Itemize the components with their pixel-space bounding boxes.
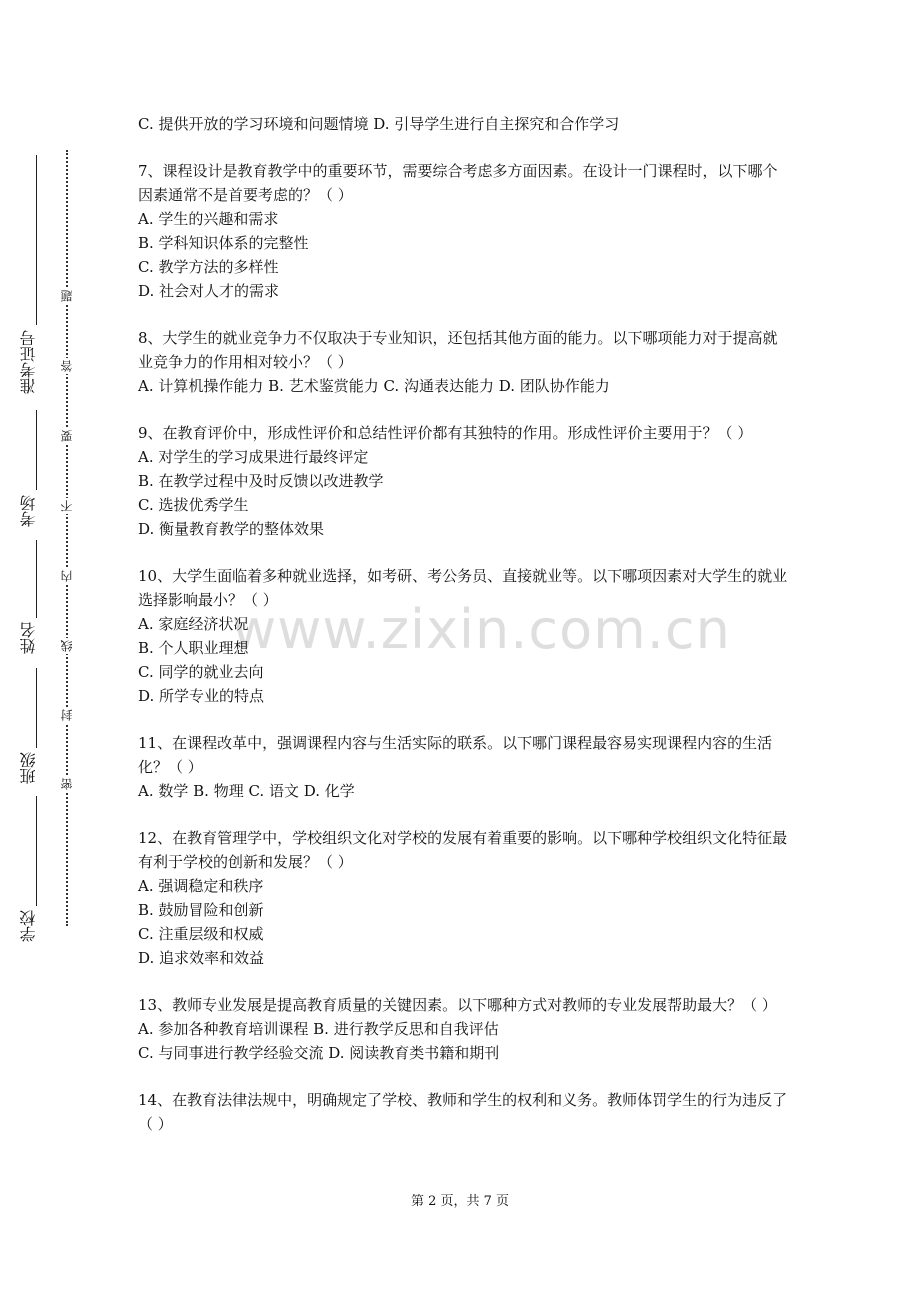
question-stem: 10、大学生面临着多种就业选择，如考研、考公务员、直接就业等。以下哪项因素对大学生的就业选择影响最小？（ ） (138, 567, 788, 609)
question-14 (138, 1088, 788, 1136)
question-stem: 11、在课程改革中，强调课程内容与生活实际的联系。以下哪门课程最容易实现课程内容的生活化？（ ） (138, 734, 773, 776)
seal-char: 密 (60, 778, 74, 790)
seal-dotted-line (66, 150, 68, 926)
question-stem: 14、在教育法律法规中，明确规定了学校、教师和学生的权利和义务。教师体罚学生的行为违反了（ ） (138, 1091, 788, 1133)
seal-char: 要 (60, 430, 74, 442)
field-label-school: 学校 (19, 910, 38, 942)
seal-char: 不 (60, 500, 74, 512)
question-stem: 9、在教育评价中，形成性评价和总结性评价都有其独特的作用。形成性评价主要用于？（ ） (138, 424, 753, 442)
option-line: C. 教学方法的多样性 (138, 258, 279, 276)
question-stem: 7、课程设计是教育教学中的重要环节，需要综合考虑多方面因素。在设计一门课程时，以下哪个因素通常不是首要考虑的？（ ） (138, 162, 778, 204)
option-line: A. 计算机操作能力 B. 艺术鉴赏能力 C. 沟通表达能力 D. 团队协作能力 (138, 377, 610, 395)
question-10 (138, 564, 788, 708)
option-line: C. 提供开放的学习环境和问题情境 D. 引导学生进行自主探究和合作学习 (138, 115, 620, 133)
question-stem: 8、大学生的就业竞争力不仅取决于专业知识，还包括其他方面的能力。以下哪项能力对于提高就业竞争力的作用相对较小？（ ） (138, 329, 778, 371)
option-line: B. 鼓励冒险和创新 (138, 901, 264, 919)
option-line: C. 注重层级和权威 (138, 925, 264, 943)
page-footer: 第 2 页，共 7 页 (410, 1194, 510, 1209)
option-line: C. 同学的就业去向 (138, 663, 264, 681)
seal-char: 题 (60, 290, 74, 302)
option-line: A. 数学 B. 物理 C. 语文 D. 化学 (138, 782, 355, 800)
field-label-class: 班级 (19, 752, 38, 784)
option-line: C. 选拔优秀学生 (138, 496, 249, 514)
field-line-class (36, 668, 37, 748)
option-line: A. 家庭经济状况 (138, 615, 249, 633)
question-stem: 13、教师专业发展是提高教育质量的关键因素。以下哪种方式对教师的专业发展帮助最大？（ ） (138, 996, 777, 1014)
option-line: A. 对学生的学习成果进行最终评定 (138, 448, 369, 466)
binding-margin (0, 0, 100, 1302)
option-line: D. 所学专业的特点 (138, 687, 265, 705)
option-line: C. 与同事进行教学经验交流 D. 阅读教育类书籍和期刊 (138, 1044, 500, 1062)
field-line-school (36, 796, 37, 906)
field-line-name (36, 540, 37, 618)
seal-char: 封 (60, 709, 74, 721)
field-label-exam-id: 准考证号 (19, 330, 38, 394)
seal-char: 答 (60, 360, 74, 372)
option-line: D. 追求效率和效益 (138, 949, 265, 967)
watermark: www.zixin.com.cn (232, 598, 731, 661)
option-line: B. 学科知识体系的完整性 (138, 234, 309, 252)
seal-char: 线 (60, 640, 74, 652)
question-list (138, 112, 788, 1136)
field-line-id (36, 155, 37, 325)
option-line: A. 参加各种教育培训课程 B. 进行教学反思和自我评估 (138, 1020, 499, 1038)
question-9 (138, 421, 788, 541)
option-line: B. 个人职业理想 (138, 639, 249, 657)
field-line-room (36, 410, 37, 490)
option-line: B. 在教学过程中及时反馈以改进教学 (138, 472, 384, 490)
option-line: A. 强调稳定和秩序 (138, 877, 264, 895)
question-12 (138, 826, 788, 970)
seal-char: 内 (60, 570, 74, 582)
option-line: D. 社会对人才的需求 (138, 282, 280, 300)
field-label-name: 姓名 (19, 622, 38, 654)
option-line: D. 衡量教育教学的整体效果 (138, 520, 325, 538)
question-stem: 12、在教育管理学中，学校组织文化对学校的发展有着重要的影响。以下哪种学校组织文化特征最有利于学校的创新和发展？（ ） (138, 829, 788, 871)
question-8 (138, 326, 788, 398)
field-label-exam-room: 考场 (19, 495, 38, 527)
question-7 (138, 159, 788, 303)
question-13 (138, 993, 788, 1065)
question-11 (138, 731, 788, 803)
option-line: A. 学生的兴趣和需求 (138, 210, 279, 228)
